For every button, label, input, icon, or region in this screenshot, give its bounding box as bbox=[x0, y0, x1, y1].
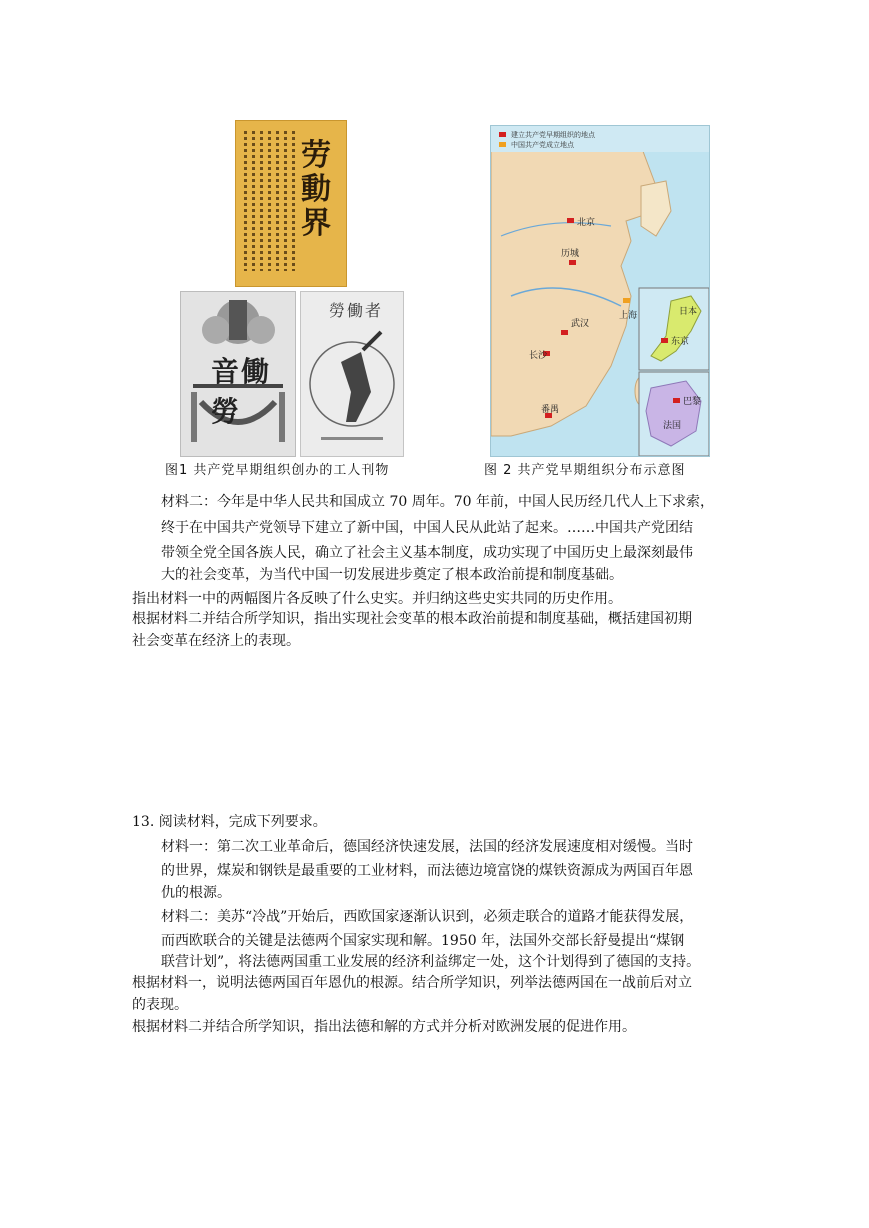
label-japan: 日本 bbox=[679, 307, 698, 317]
q13-task1-line1: 根据材料一，说明法德两国百年恩仇的根源。结合所学知识，列举法德两国在一战前后对立 bbox=[132, 975, 692, 991]
q13-material1-line2: 的世界，煤炭和钢铁是最重要的工业材料，而法德边境富饶的煤铁资源成为两国百年恩 bbox=[161, 863, 693, 879]
q12-material2-line3: 带领全党全国各族人民，确立了社会主义基本制度，成功实现了中国历史上最深刻最伟 bbox=[161, 545, 693, 561]
q12-task2-line2: 社会变革在经济上的表现。 bbox=[132, 633, 300, 649]
q13-material2-line3: 联营计划”，将法德两国重工业发展的经济利益绑定一处，这个计划得到了德国的支持。 bbox=[161, 954, 701, 970]
city-tokyo: 东京 bbox=[671, 337, 690, 347]
legend-flag-early-org bbox=[499, 132, 506, 137]
city-changsha: 长沙 bbox=[529, 351, 548, 361]
figure2-map bbox=[490, 125, 710, 457]
q12-task1: 指出材料一中的两幅图片各反映了什么史实。并归纳这些史实共同的历史作用。 bbox=[132, 591, 622, 607]
map-landmass bbox=[491, 126, 709, 456]
magazine3-illustration bbox=[301, 292, 403, 456]
city-guangzhou: 番禺 bbox=[541, 405, 560, 415]
figure1-caption: 图1 共产党早期组织创办的工人刊物 bbox=[165, 463, 390, 478]
city-paris: 巴黎 bbox=[683, 397, 702, 407]
flag-paris bbox=[673, 398, 680, 403]
figure1-magazine-laodongyin bbox=[180, 291, 296, 457]
q13-material2-line1: 材料二：美苏“冷战”开始后，西欧国家逐渐认识到，必须走联合的道路才能获得发展， bbox=[161, 909, 694, 925]
flag-tokyo bbox=[661, 338, 668, 343]
figure2-caption: 图 2 共产党早期组织分布示意图 bbox=[484, 463, 686, 478]
legend-flag-founding bbox=[499, 142, 506, 147]
label-france: 法国 bbox=[663, 421, 682, 431]
legend-early-org: 建立共产党早期组织的地点 bbox=[511, 131, 595, 139]
flag-beijing bbox=[567, 218, 574, 223]
q13-heading: 13. 阅读材料，完成下列要求。 bbox=[132, 814, 327, 830]
q13-material2-line2: 而西欧联合的关键是法德两个国家实现和解。1950 年，法国外交部长舒曼提出“煤钢 bbox=[161, 933, 685, 949]
figure1-magazine-laodongjie bbox=[235, 120, 347, 287]
q13-task1-line2: 的表现。 bbox=[132, 997, 188, 1013]
legend-founding: 中国共产党成立地点 bbox=[511, 141, 574, 149]
city-jinan: 历城 bbox=[561, 249, 580, 259]
figure1-magazine-laodongzhe bbox=[300, 291, 404, 457]
q13-material1-line1: 材料一：第二次工业革命后，德国经济快速发展，法国的经济发展速度相对缓慢。当时 bbox=[161, 839, 693, 855]
magazine3-title: 勞働者 bbox=[329, 301, 384, 320]
city-shanghai: 上海 bbox=[619, 311, 638, 321]
q12-task2-line1: 根据材料二并结合所学知识，指出实现社会变革的根本政治前提和制度基础，概括建国初期 bbox=[132, 611, 692, 627]
city-wuhan: 武汉 bbox=[571, 319, 590, 329]
q12-material2-line4: 大的社会变革，为当代中国一切发展进步奠定了根本政治前提和制度基础。 bbox=[161, 567, 623, 583]
flag-shanghai bbox=[623, 298, 630, 303]
q13-material1-line3: 仇的根源。 bbox=[161, 885, 231, 901]
flag-jinan bbox=[569, 260, 576, 265]
q13-task2: 根据材料二并结合所学知识，指出法德和解的方式并分析对欧洲发展的促进作用。 bbox=[132, 1019, 636, 1035]
magazine1-title: 劳動界 bbox=[301, 138, 331, 241]
magazine2-title: 音働勞 bbox=[211, 355, 272, 428]
flag-wuhan bbox=[561, 330, 568, 335]
q12-material2-line1: 材料二：今年是中华人民共和国成立 70 周年。70 年前，中国人民历经几代人上下求索， bbox=[161, 494, 714, 510]
q12-material2-line2: 终于在中国共产党领导下建立了新中国，中国人民从此站了起来。……中国共产党团结 bbox=[161, 520, 693, 536]
city-beijing: 北京 bbox=[577, 218, 596, 228]
